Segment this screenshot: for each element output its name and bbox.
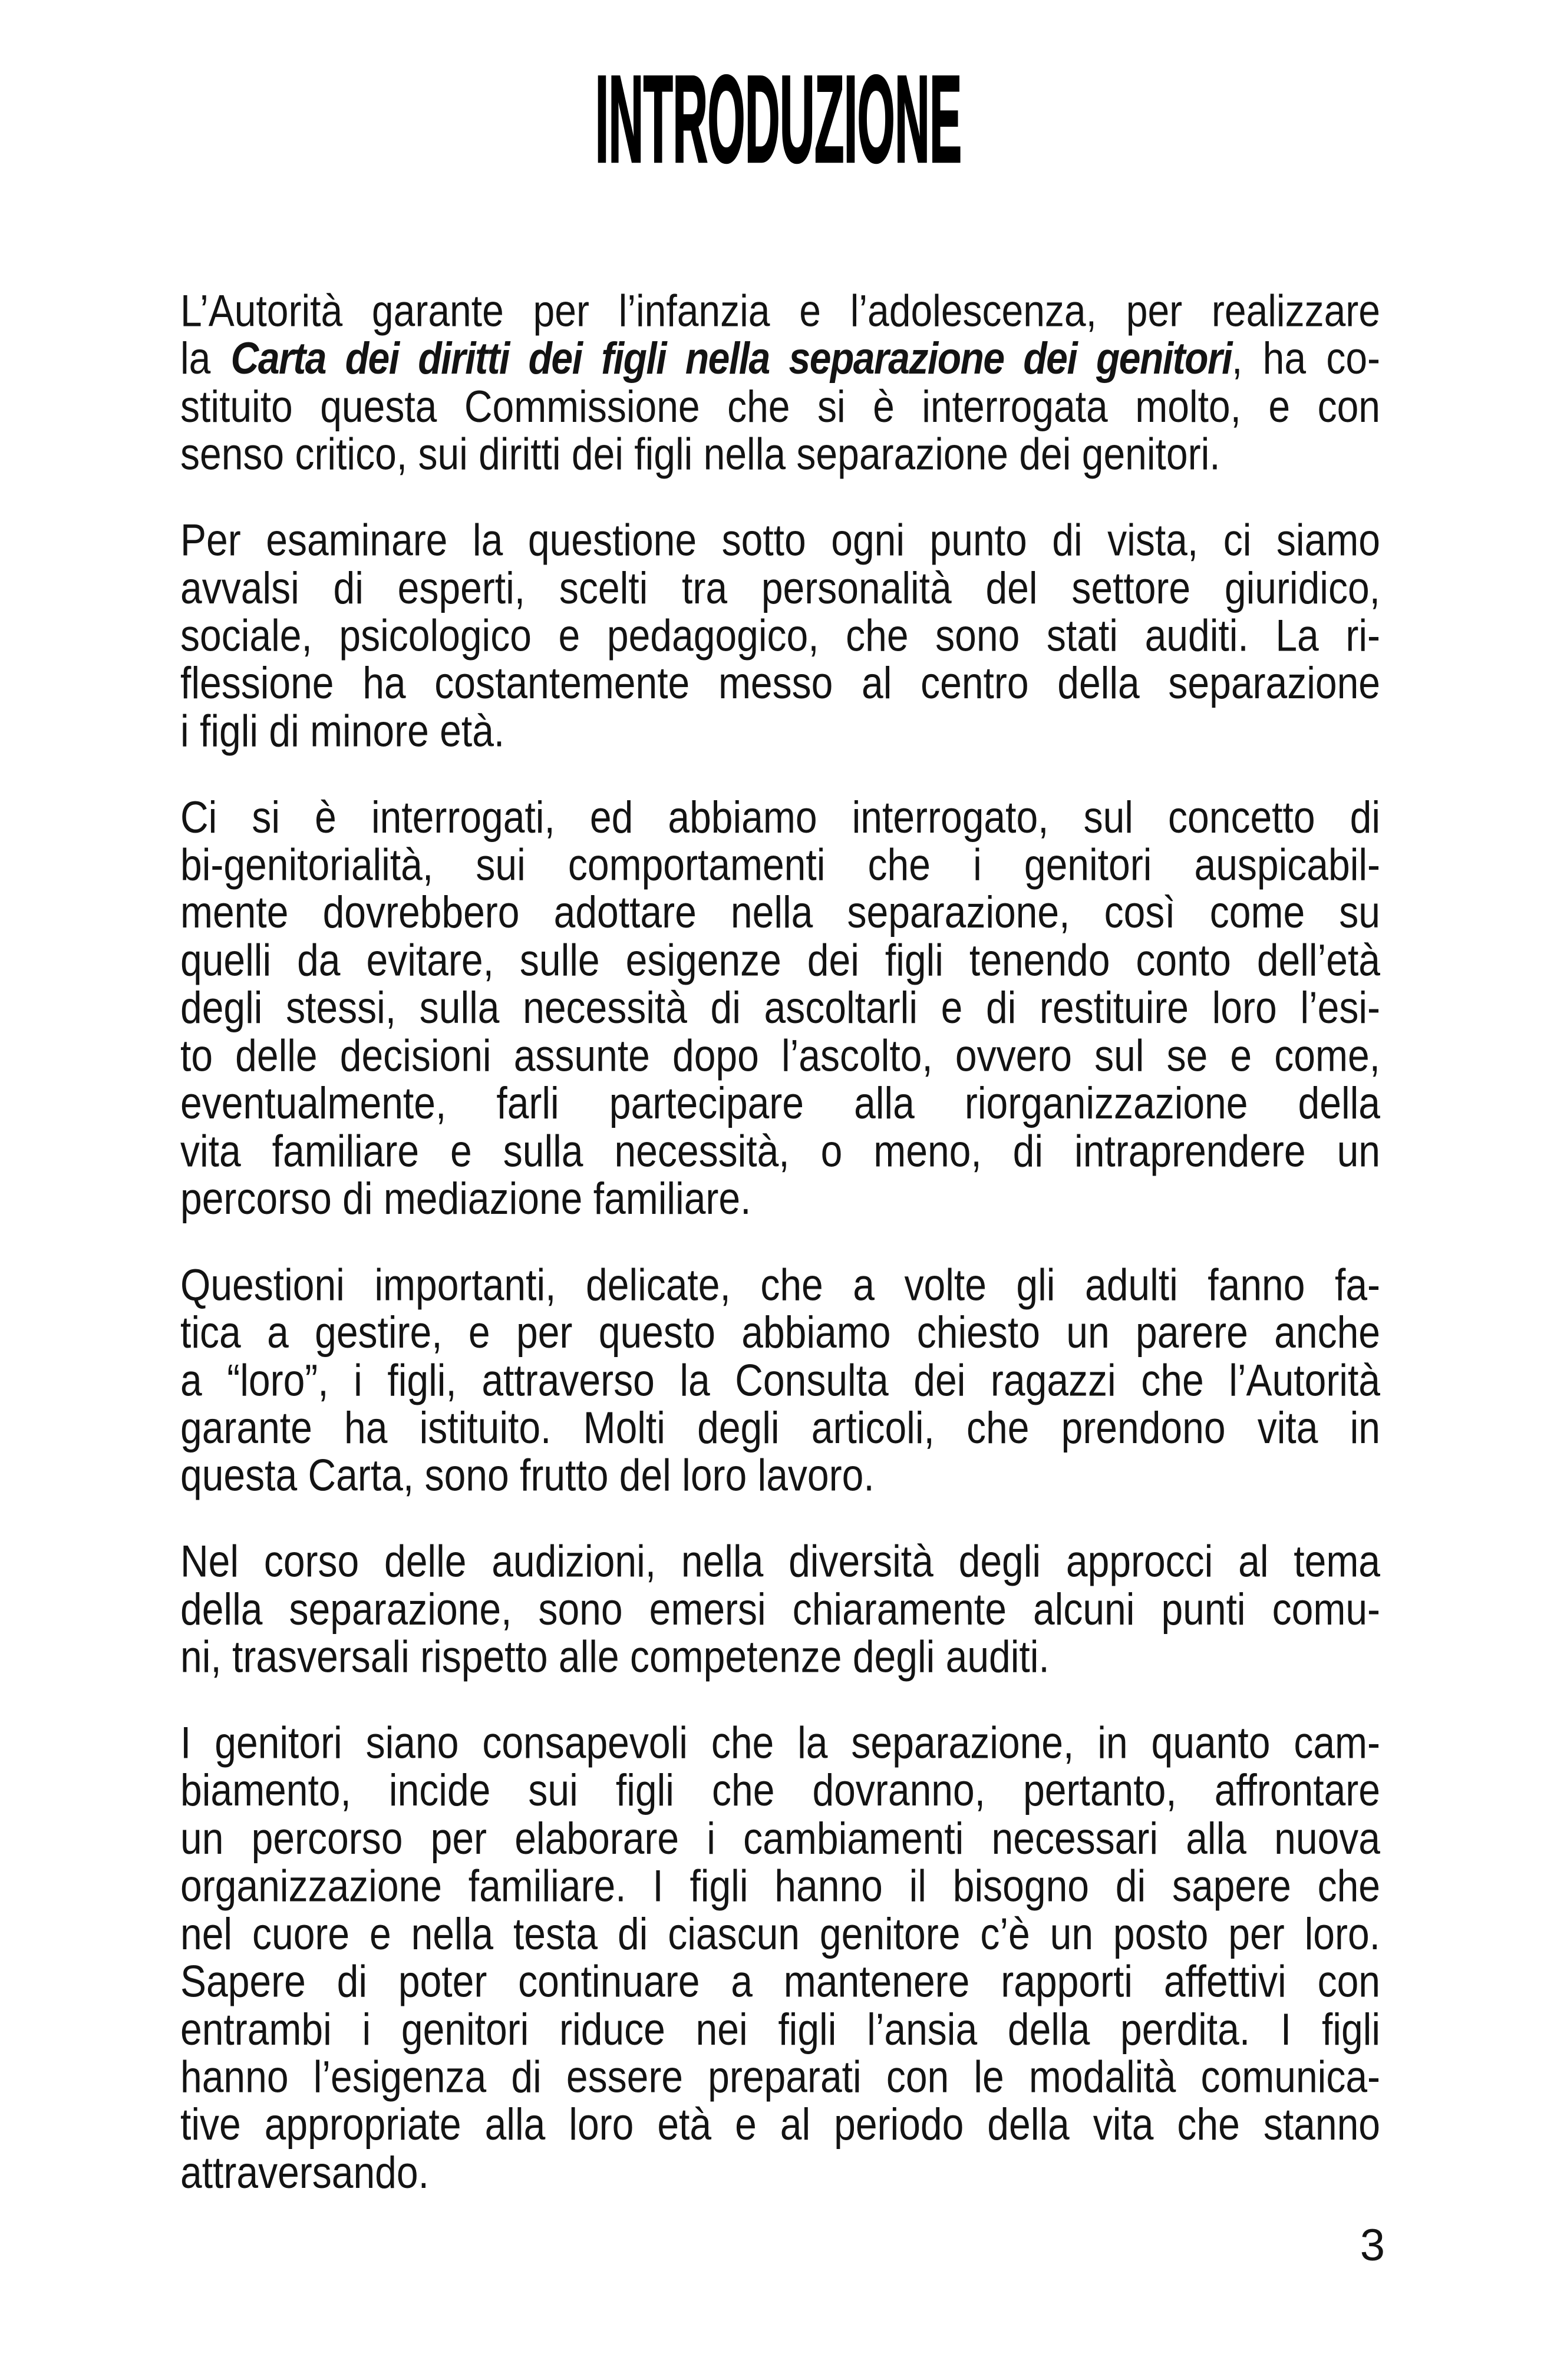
text-line bbox=[180, 841, 1380, 889]
text-segment: garante ha istituito. Molti degli articoli, che prendono vita in bbox=[180, 1402, 1380, 1453]
text-line bbox=[180, 1079, 1380, 1127]
text-segment: questa Carta, sono frutto del loro lavoro. bbox=[180, 1450, 875, 1501]
text-line bbox=[180, 793, 1380, 841]
text-line bbox=[180, 335, 1380, 382]
text-line bbox=[180, 612, 1380, 659]
text-line bbox=[180, 1451, 1380, 1499]
text-segment: flessione ha costantemente messo al centro della separazione bbox=[180, 658, 1380, 708]
text-line bbox=[180, 1308, 1380, 1356]
text-line bbox=[180, 1404, 1380, 1451]
text-segment: Sapere di poter continuare a mantenere rapporti affettivi con bbox=[180, 1956, 1380, 2006]
text-line bbox=[180, 707, 1380, 755]
text-line bbox=[180, 1356, 1380, 1404]
text-line bbox=[180, 382, 1380, 430]
text-line bbox=[180, 1174, 1380, 1222]
text-segment: avvalsi di esperti, scelti tra personalità del settore giuridico, bbox=[180, 562, 1380, 613]
text-line bbox=[180, 1910, 1380, 1958]
text-segment: percorso di mediazione familiare. bbox=[180, 1173, 751, 1224]
text-segment: organizzazione familiare. I figli hanno il bisogno di sapere che bbox=[180, 1860, 1380, 1911]
text-segment: hanno l’esigenza di essere preparati con le modalità comunica- bbox=[180, 2051, 1380, 2102]
text-line bbox=[180, 889, 1380, 936]
text-segment: to delle decisioni assunte dopo l’ascolto, ovvero sul se e come, bbox=[180, 1030, 1380, 1081]
text-segment: senso critico, sui diritti dei figli nella separazione dei genitori. bbox=[180, 428, 1220, 479]
text-line bbox=[180, 1537, 1380, 1585]
text-segment: attraversando. bbox=[180, 2147, 429, 2197]
text-line bbox=[180, 1862, 1380, 1910]
text-line bbox=[180, 1585, 1380, 1633]
page-title: INTRODUZIONE bbox=[595, 50, 962, 189]
text-segment: Nel corso delle audizioni, nella diversità degli approcci al tema bbox=[180, 1536, 1380, 1586]
text-segment: sociale, psicologico e pedagogico, che sono stati auditi. La ri- bbox=[180, 610, 1380, 661]
text-segment: stituito questa Commissione che si è interrogata molto, e con bbox=[180, 381, 1380, 431]
text-segment: quelli da evitare, sulle esigenze dei figli tenendo conto dell’età bbox=[180, 935, 1380, 985]
text-segment: un percorso per elaborare i cambiamenti necessari alla nuova bbox=[180, 1813, 1380, 1863]
text-line bbox=[180, 2053, 1380, 2101]
paragraph bbox=[180, 1260, 1380, 1499]
text-segment: vita familiare e sulla necessità, o meno, di intraprendere un bbox=[180, 1125, 1380, 1176]
text-line bbox=[180, 936, 1380, 984]
text-segment: tive appropriate alla loro età e al periodo della vita che stanno bbox=[180, 2099, 1380, 2150]
text-line bbox=[180, 984, 1380, 1032]
text-line bbox=[180, 564, 1380, 612]
text-line bbox=[180, 1260, 1380, 1308]
text-segment: la bbox=[180, 333, 231, 384]
text-segment: I genitori siano consapevoli che la separazione, in quanto cam- bbox=[180, 1717, 1380, 1768]
paragraph bbox=[180, 793, 1380, 1223]
text-line bbox=[180, 2148, 1380, 2196]
text-segment: i figli di minore età. bbox=[180, 705, 505, 756]
text-line bbox=[180, 659, 1380, 707]
text-segment: L’Autorità garante per l’infanzia e l’adolescenza, per realizzare bbox=[180, 285, 1380, 336]
text-segment: Per esaminare la questione sotto ogni punto di vista, ci siamo bbox=[180, 514, 1380, 565]
text-line bbox=[180, 1633, 1380, 1681]
text-segment: ni, trasversali rispetto alle competenze degli auditi. bbox=[180, 1631, 1050, 1682]
text-line bbox=[180, 1719, 1380, 1767]
text-line bbox=[180, 1958, 1380, 2005]
text-segment: mente dovrebbero adottare nella separazione, così come su bbox=[180, 887, 1380, 938]
text-segment: Questioni importanti, delicate, che a volte gli adulti fanno fa- bbox=[180, 1259, 1380, 1310]
text-segment: bi-genitorialità, sui comportamenti che i genitori auspicabil- bbox=[180, 839, 1380, 890]
text-segment: entrambi i genitori riduce nei figli l’ansia della perdita. I figli bbox=[180, 2003, 1380, 2054]
text-segment: a “loro”, i figli, attraverso la Consulta dei ragazzi che l’Autorità bbox=[180, 1354, 1380, 1405]
page-number: 3 bbox=[1360, 2220, 1385, 2270]
text-line bbox=[180, 1767, 1380, 1814]
paragraph bbox=[180, 1537, 1380, 1681]
paragraph bbox=[180, 287, 1380, 478]
text-line bbox=[180, 1127, 1380, 1174]
text-segment: eventualmente, farli partecipare alla riorganizzazione della bbox=[180, 1078, 1380, 1128]
text-segment: nel cuore e nella testa di ciascun genitore c’è un posto per loro. bbox=[180, 1908, 1380, 1959]
body-text bbox=[180, 287, 1380, 2196]
text-line bbox=[180, 287, 1380, 335]
text-line bbox=[180, 2005, 1380, 2053]
text-segment: , ha co- bbox=[1231, 333, 1381, 384]
text-segment: biamento, incide sui figli che dovranno, pertanto, affrontare bbox=[180, 1765, 1380, 1815]
text-line bbox=[180, 516, 1380, 564]
text-segment: tica a gestire, e per questo abbiamo chiesto un parere anche bbox=[180, 1307, 1380, 1358]
paragraph bbox=[180, 516, 1380, 755]
text-segment: degli stessi, sulla necessità di ascoltarli e di restituire loro l’esi- bbox=[180, 982, 1380, 1033]
text-segment: della separazione, sono emersi chiaramente alcuni punti comu- bbox=[180, 1583, 1380, 1634]
text-line bbox=[180, 430, 1380, 478]
text-segment: Ci si è interrogati, ed abbiamo interrogato, sul concetto di bbox=[180, 791, 1380, 842]
text-line bbox=[180, 2101, 1380, 2148]
text-line bbox=[180, 1814, 1380, 1862]
paragraph bbox=[180, 1719, 1380, 2196]
emphasized-text: Carta dei diritti dei figli nella separazione dei genitori bbox=[230, 333, 1232, 384]
text-line bbox=[180, 1031, 1380, 1079]
